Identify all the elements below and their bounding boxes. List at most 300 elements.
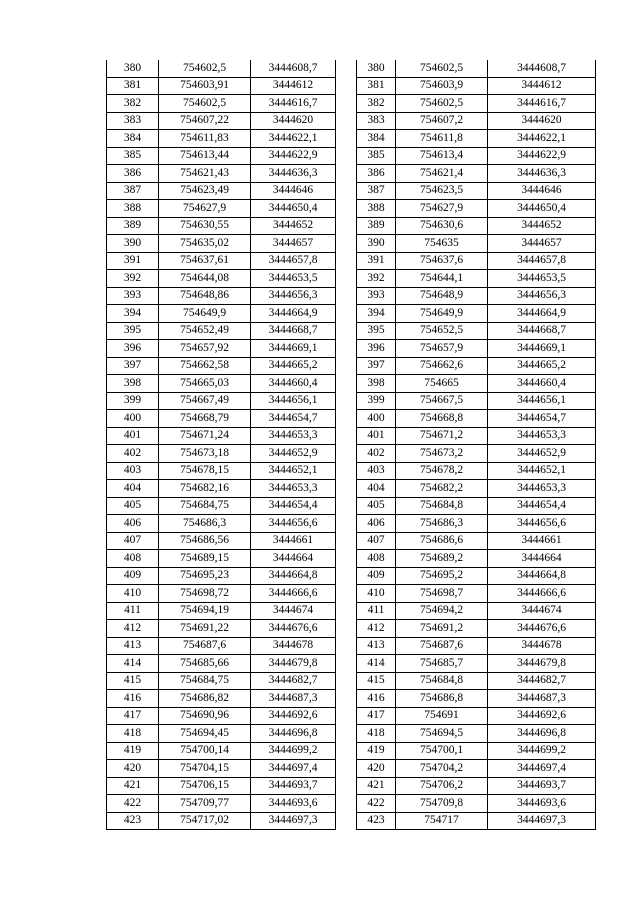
point-number-cell: 394 xyxy=(107,305,159,323)
x-coordinate-cell: 754607,22 xyxy=(159,112,251,130)
y-coordinate-cell: 3444668,7 xyxy=(251,322,336,340)
x-coordinate-cell: 754709,77 xyxy=(159,795,251,813)
x-coordinate-cell: 754662,6 xyxy=(396,357,488,375)
x-coordinate-cell: 754602,5 xyxy=(159,95,251,113)
x-coordinate-cell: 754665 xyxy=(396,375,488,393)
point-number-cell: 401 xyxy=(107,427,159,445)
point-number-cell: 412 xyxy=(107,620,159,638)
point-number-cell: 383 xyxy=(357,112,396,130)
x-coordinate-cell: 754611,83 xyxy=(159,130,251,148)
y-coordinate-cell: 3444679,8 xyxy=(488,655,596,673)
table-row xyxy=(357,620,596,638)
point-number-cell: 391 xyxy=(357,252,396,270)
point-number-cell: 403 xyxy=(107,462,159,480)
table-row xyxy=(107,375,336,393)
x-coordinate-cell: 754649,9 xyxy=(159,305,251,323)
point-number-cell: 393 xyxy=(357,287,396,305)
y-coordinate-cell: 3444696,8 xyxy=(488,725,596,743)
y-coordinate-cell: 3444652 xyxy=(251,217,336,235)
x-coordinate-cell: 754678,2 xyxy=(396,462,488,480)
x-coordinate-cell: 754717,02 xyxy=(159,812,251,830)
y-coordinate-cell: 3444653,3 xyxy=(488,480,596,498)
x-coordinate-cell: 754690,96 xyxy=(159,707,251,725)
x-coordinate-cell: 754635,02 xyxy=(159,235,251,253)
y-coordinate-cell: 3444654,7 xyxy=(488,410,596,428)
x-coordinate-cell: 754691 xyxy=(396,707,488,725)
y-coordinate-cell: 3444664,8 xyxy=(251,567,336,585)
y-coordinate-cell: 3444665,2 xyxy=(251,357,336,375)
y-coordinate-cell: 3444622,9 xyxy=(488,147,596,165)
y-coordinate-cell: 3444654,4 xyxy=(488,497,596,515)
x-coordinate-cell: 754686,6 xyxy=(396,532,488,550)
y-coordinate-cell: 3444612 xyxy=(488,77,596,95)
table-row xyxy=(357,812,596,830)
table-row xyxy=(107,585,336,603)
x-coordinate-cell: 754695,23 xyxy=(159,567,251,585)
table-row xyxy=(357,147,596,165)
table-row xyxy=(107,252,336,270)
y-coordinate-cell: 3444622,1 xyxy=(488,130,596,148)
point-number-cell: 387 xyxy=(357,182,396,200)
y-coordinate-cell: 3444657 xyxy=(251,235,336,253)
x-coordinate-cell: 754602,5 xyxy=(159,60,251,77)
y-coordinate-cell: 3444653,3 xyxy=(251,427,336,445)
point-number-cell: 399 xyxy=(107,392,159,410)
x-coordinate-cell: 754613,4 xyxy=(396,147,488,165)
point-number-cell: 413 xyxy=(107,637,159,655)
y-coordinate-cell: 3444660,4 xyxy=(251,375,336,393)
y-coordinate-cell: 3444650,4 xyxy=(251,200,336,218)
point-number-cell: 406 xyxy=(357,515,396,533)
y-coordinate-cell: 3444653,5 xyxy=(251,270,336,288)
y-coordinate-cell: 3444608,7 xyxy=(251,60,336,77)
table-row xyxy=(107,725,336,743)
y-coordinate-cell: 3444652,1 xyxy=(251,462,336,480)
point-number-cell: 398 xyxy=(357,375,396,393)
x-coordinate-cell: 754649,9 xyxy=(396,305,488,323)
y-coordinate-cell: 3444654,7 xyxy=(251,410,336,428)
x-coordinate-cell: 754678,15 xyxy=(159,462,251,480)
y-coordinate-cell: 3444687,3 xyxy=(488,690,596,708)
point-number-cell: 393 xyxy=(107,287,159,305)
x-coordinate-cell: 754686,82 xyxy=(159,690,251,708)
point-number-cell: 422 xyxy=(357,795,396,813)
x-coordinate-cell: 754704,15 xyxy=(159,760,251,778)
table-row xyxy=(107,147,336,165)
table-row xyxy=(357,392,596,410)
table-row xyxy=(357,585,596,603)
x-coordinate-cell: 754684,75 xyxy=(159,672,251,690)
table-row xyxy=(357,515,596,533)
point-number-cell: 411 xyxy=(107,602,159,620)
y-coordinate-cell: 3444652 xyxy=(488,217,596,235)
x-coordinate-cell: 754687,6 xyxy=(396,637,488,655)
table-row xyxy=(357,95,596,113)
point-number-cell: 407 xyxy=(357,532,396,550)
point-number-cell: 392 xyxy=(357,270,396,288)
point-number-cell: 382 xyxy=(107,95,159,113)
point-number-cell: 400 xyxy=(357,410,396,428)
point-number-cell: 382 xyxy=(357,95,396,113)
x-coordinate-cell: 754709,8 xyxy=(396,795,488,813)
y-coordinate-cell: 3444693,6 xyxy=(488,795,596,813)
x-coordinate-cell: 754637,6 xyxy=(396,252,488,270)
x-coordinate-cell: 754621,43 xyxy=(159,165,251,183)
table-row xyxy=(357,480,596,498)
x-coordinate-cell: 754602,5 xyxy=(396,95,488,113)
point-number-cell: 421 xyxy=(107,777,159,795)
y-coordinate-cell: 3444664,9 xyxy=(251,305,336,323)
table-row xyxy=(107,95,336,113)
table-body xyxy=(107,60,336,830)
table-row xyxy=(357,60,596,77)
y-coordinate-cell: 3444656,6 xyxy=(488,515,596,533)
x-coordinate-cell: 754684,8 xyxy=(396,497,488,515)
table-row xyxy=(107,340,336,358)
y-coordinate-cell: 3444652,9 xyxy=(488,445,596,463)
y-coordinate-cell: 3444664 xyxy=(488,550,596,568)
y-coordinate-cell: 3444616,7 xyxy=(488,95,596,113)
y-coordinate-cell: 3444699,2 xyxy=(251,742,336,760)
table-row xyxy=(357,182,596,200)
table-row xyxy=(107,112,336,130)
point-number-cell: 404 xyxy=(357,480,396,498)
x-coordinate-cell: 754673,2 xyxy=(396,445,488,463)
point-number-cell: 406 xyxy=(107,515,159,533)
table-row xyxy=(107,532,336,550)
x-coordinate-cell: 754682,16 xyxy=(159,480,251,498)
x-coordinate-cell: 754607,2 xyxy=(396,112,488,130)
x-coordinate-cell: 754687,6 xyxy=(159,637,251,655)
y-coordinate-cell: 3444656,3 xyxy=(488,287,596,305)
table-row xyxy=(357,690,596,708)
point-number-cell: 396 xyxy=(357,340,396,358)
y-coordinate-cell: 3444656,1 xyxy=(251,392,336,410)
y-coordinate-cell: 3444622,9 xyxy=(251,147,336,165)
point-number-cell: 420 xyxy=(107,760,159,778)
table-row xyxy=(107,497,336,515)
table-row xyxy=(357,777,596,795)
y-coordinate-cell: 3444664 xyxy=(251,550,336,568)
y-coordinate-cell: 3444622,1 xyxy=(251,130,336,148)
point-number-cell: 417 xyxy=(107,707,159,725)
point-number-cell: 388 xyxy=(357,200,396,218)
x-coordinate-cell: 754685,7 xyxy=(396,655,488,673)
y-coordinate-cell: 3444676,6 xyxy=(251,620,336,638)
point-number-cell: 403 xyxy=(357,462,396,480)
table-row xyxy=(107,217,336,235)
y-coordinate-cell: 3444697,4 xyxy=(488,760,596,778)
y-coordinate-cell: 3444696,8 xyxy=(251,725,336,743)
table-row xyxy=(357,497,596,515)
table-row xyxy=(107,392,336,410)
table-row xyxy=(357,795,596,813)
x-coordinate-cell: 754644,08 xyxy=(159,270,251,288)
point-number-cell: 417 xyxy=(357,707,396,725)
table-row xyxy=(357,602,596,620)
table-row xyxy=(107,480,336,498)
y-coordinate-cell: 3444654,4 xyxy=(251,497,336,515)
table-row xyxy=(357,760,596,778)
x-coordinate-cell: 754630,55 xyxy=(159,217,251,235)
point-number-cell: 389 xyxy=(107,217,159,235)
x-coordinate-cell: 754627,9 xyxy=(396,200,488,218)
coordinates-table-left xyxy=(106,60,336,830)
x-coordinate-cell: 754700,1 xyxy=(396,742,488,760)
x-coordinate-cell: 754684,8 xyxy=(396,672,488,690)
y-coordinate-cell: 3444656,1 xyxy=(488,392,596,410)
table-row xyxy=(107,130,336,148)
y-coordinate-cell: 3444676,6 xyxy=(488,620,596,638)
y-coordinate-cell: 3444660,4 xyxy=(488,375,596,393)
table-row xyxy=(107,567,336,585)
point-number-cell: 423 xyxy=(357,812,396,830)
point-number-cell: 413 xyxy=(357,637,396,655)
point-number-cell: 409 xyxy=(357,567,396,585)
y-coordinate-cell: 3444692,6 xyxy=(251,707,336,725)
table-row xyxy=(107,655,336,673)
point-number-cell: 419 xyxy=(107,742,159,760)
table-row xyxy=(357,305,596,323)
point-number-cell: 419 xyxy=(357,742,396,760)
y-coordinate-cell: 3444653,5 xyxy=(488,270,596,288)
table-body xyxy=(357,60,596,830)
x-coordinate-cell: 754691,2 xyxy=(396,620,488,638)
table-row xyxy=(357,655,596,673)
x-coordinate-cell: 754621,4 xyxy=(396,165,488,183)
y-coordinate-cell: 3444646 xyxy=(488,182,596,200)
table-row xyxy=(107,357,336,375)
y-coordinate-cell: 3444661 xyxy=(488,532,596,550)
table-row xyxy=(357,112,596,130)
x-coordinate-cell: 754686,56 xyxy=(159,532,251,550)
y-coordinate-cell: 3444687,3 xyxy=(251,690,336,708)
table-row xyxy=(357,235,596,253)
x-coordinate-cell: 754706,15 xyxy=(159,777,251,795)
x-coordinate-cell: 754644,1 xyxy=(396,270,488,288)
y-coordinate-cell: 3444650,4 xyxy=(488,200,596,218)
x-coordinate-cell: 754668,79 xyxy=(159,410,251,428)
y-coordinate-cell: 3444674 xyxy=(488,602,596,620)
table-row xyxy=(357,270,596,288)
point-number-cell: 398 xyxy=(107,375,159,393)
table-row xyxy=(107,637,336,655)
x-coordinate-cell: 754667,5 xyxy=(396,392,488,410)
table-row xyxy=(357,445,596,463)
x-coordinate-cell: 754686,3 xyxy=(159,515,251,533)
point-number-cell: 418 xyxy=(357,725,396,743)
y-coordinate-cell: 3444699,2 xyxy=(488,742,596,760)
table-row xyxy=(357,707,596,725)
y-coordinate-cell: 3444666,6 xyxy=(488,585,596,603)
table-row xyxy=(357,165,596,183)
x-coordinate-cell: 754706,2 xyxy=(396,777,488,795)
y-coordinate-cell: 3444679,8 xyxy=(251,655,336,673)
table-row xyxy=(107,672,336,690)
point-number-cell: 422 xyxy=(107,795,159,813)
table-row xyxy=(357,567,596,585)
point-number-cell: 391 xyxy=(107,252,159,270)
x-coordinate-cell: 754603,9 xyxy=(396,77,488,95)
y-coordinate-cell: 3444669,1 xyxy=(251,340,336,358)
table-row xyxy=(357,130,596,148)
table-row xyxy=(357,375,596,393)
x-coordinate-cell: 754611,8 xyxy=(396,130,488,148)
table-row xyxy=(107,690,336,708)
x-coordinate-cell: 754665,03 xyxy=(159,375,251,393)
point-number-cell: 385 xyxy=(357,147,396,165)
point-number-cell: 396 xyxy=(107,340,159,358)
x-coordinate-cell: 754694,45 xyxy=(159,725,251,743)
point-number-cell: 408 xyxy=(107,550,159,568)
table-row xyxy=(357,410,596,428)
x-coordinate-cell: 754648,9 xyxy=(396,287,488,305)
point-number-cell: 395 xyxy=(357,322,396,340)
x-coordinate-cell: 754671,24 xyxy=(159,427,251,445)
table-row xyxy=(357,550,596,568)
table-row xyxy=(107,445,336,463)
y-coordinate-cell: 3444608,7 xyxy=(488,60,596,77)
point-number-cell: 397 xyxy=(357,357,396,375)
table-row xyxy=(107,182,336,200)
table-row xyxy=(357,77,596,95)
point-number-cell: 386 xyxy=(357,165,396,183)
point-number-cell: 418 xyxy=(107,725,159,743)
x-coordinate-cell: 754717 xyxy=(396,812,488,830)
table-row xyxy=(107,777,336,795)
table-row xyxy=(107,305,336,323)
point-number-cell: 390 xyxy=(357,235,396,253)
table-row xyxy=(107,235,336,253)
point-number-cell: 414 xyxy=(357,655,396,673)
x-coordinate-cell: 754698,72 xyxy=(159,585,251,603)
point-number-cell: 423 xyxy=(107,812,159,830)
x-coordinate-cell: 754657,92 xyxy=(159,340,251,358)
table-row xyxy=(357,725,596,743)
point-number-cell: 421 xyxy=(357,777,396,795)
y-coordinate-cell: 3444665,2 xyxy=(488,357,596,375)
y-coordinate-cell: 3444652,9 xyxy=(251,445,336,463)
point-number-cell: 402 xyxy=(357,445,396,463)
point-number-cell: 411 xyxy=(357,602,396,620)
point-number-cell: 408 xyxy=(357,550,396,568)
x-coordinate-cell: 754689,2 xyxy=(396,550,488,568)
table-row xyxy=(357,742,596,760)
point-number-cell: 402 xyxy=(107,445,159,463)
table-row xyxy=(357,200,596,218)
point-number-cell: 420 xyxy=(357,760,396,778)
table-row xyxy=(357,672,596,690)
y-coordinate-cell: 3444674 xyxy=(251,602,336,620)
y-coordinate-cell: 3444661 xyxy=(251,532,336,550)
point-number-cell: 404 xyxy=(107,480,159,498)
table-row xyxy=(107,60,336,77)
table-row xyxy=(357,322,596,340)
point-number-cell: 397 xyxy=(107,357,159,375)
table-row xyxy=(107,200,336,218)
y-coordinate-cell: 3444682,7 xyxy=(488,672,596,690)
y-coordinate-cell: 3444678 xyxy=(488,637,596,655)
y-coordinate-cell: 3444657,8 xyxy=(488,252,596,270)
x-coordinate-cell: 754686,3 xyxy=(396,515,488,533)
point-number-cell: 385 xyxy=(107,147,159,165)
y-coordinate-cell: 3444664,8 xyxy=(488,567,596,585)
point-number-cell: 405 xyxy=(357,497,396,515)
x-coordinate-cell: 754627,9 xyxy=(159,200,251,218)
x-coordinate-cell: 754686,8 xyxy=(396,690,488,708)
y-coordinate-cell: 3444656,3 xyxy=(251,287,336,305)
point-number-cell: 399 xyxy=(357,392,396,410)
y-coordinate-cell: 3444652,1 xyxy=(488,462,596,480)
x-coordinate-cell: 754704,2 xyxy=(396,760,488,778)
point-number-cell: 416 xyxy=(357,690,396,708)
x-coordinate-cell: 754694,19 xyxy=(159,602,251,620)
x-coordinate-cell: 754668,8 xyxy=(396,410,488,428)
y-coordinate-cell: 3444666,6 xyxy=(251,585,336,603)
point-number-cell: 380 xyxy=(107,60,159,77)
table-row xyxy=(107,322,336,340)
y-coordinate-cell: 3444636,3 xyxy=(488,165,596,183)
point-number-cell: 410 xyxy=(357,585,396,603)
y-coordinate-cell: 3444620 xyxy=(488,112,596,130)
point-number-cell: 388 xyxy=(107,200,159,218)
point-number-cell: 389 xyxy=(357,217,396,235)
point-number-cell: 380 xyxy=(357,60,396,77)
point-number-cell: 386 xyxy=(107,165,159,183)
x-coordinate-cell: 754673,18 xyxy=(159,445,251,463)
y-coordinate-cell: 3444636,3 xyxy=(251,165,336,183)
y-coordinate-cell: 3444669,1 xyxy=(488,340,596,358)
point-number-cell: 410 xyxy=(107,585,159,603)
x-coordinate-cell: 754603,91 xyxy=(159,77,251,95)
point-number-cell: 401 xyxy=(357,427,396,445)
x-coordinate-cell: 754623,49 xyxy=(159,182,251,200)
x-coordinate-cell: 754667,49 xyxy=(159,392,251,410)
point-number-cell: 407 xyxy=(107,532,159,550)
x-coordinate-cell: 754694,5 xyxy=(396,725,488,743)
x-coordinate-cell: 754691,22 xyxy=(159,620,251,638)
point-number-cell: 416 xyxy=(107,690,159,708)
x-coordinate-cell: 754694,2 xyxy=(396,602,488,620)
table-row xyxy=(107,707,336,725)
point-number-cell: 405 xyxy=(107,497,159,515)
point-number-cell: 415 xyxy=(107,672,159,690)
x-coordinate-cell: 754613,44 xyxy=(159,147,251,165)
point-number-cell: 394 xyxy=(357,305,396,323)
y-coordinate-cell: 3444664,9 xyxy=(488,305,596,323)
point-number-cell: 414 xyxy=(107,655,159,673)
table-row xyxy=(357,637,596,655)
table-row xyxy=(357,462,596,480)
table-row xyxy=(357,252,596,270)
table-row xyxy=(107,427,336,445)
x-coordinate-cell: 754695,2 xyxy=(396,567,488,585)
y-coordinate-cell: 3444620 xyxy=(251,112,336,130)
y-coordinate-cell: 3444697,3 xyxy=(251,812,336,830)
point-number-cell: 415 xyxy=(357,672,396,690)
table-row xyxy=(357,287,596,305)
table-row xyxy=(107,410,336,428)
table-row xyxy=(107,795,336,813)
x-coordinate-cell: 754684,75 xyxy=(159,497,251,515)
y-coordinate-cell: 3444646 xyxy=(251,182,336,200)
x-coordinate-cell: 754637,61 xyxy=(159,252,251,270)
table-row xyxy=(357,357,596,375)
y-coordinate-cell: 3444653,3 xyxy=(251,480,336,498)
x-coordinate-cell: 754662,58 xyxy=(159,357,251,375)
table-row xyxy=(107,620,336,638)
point-number-cell: 384 xyxy=(357,130,396,148)
